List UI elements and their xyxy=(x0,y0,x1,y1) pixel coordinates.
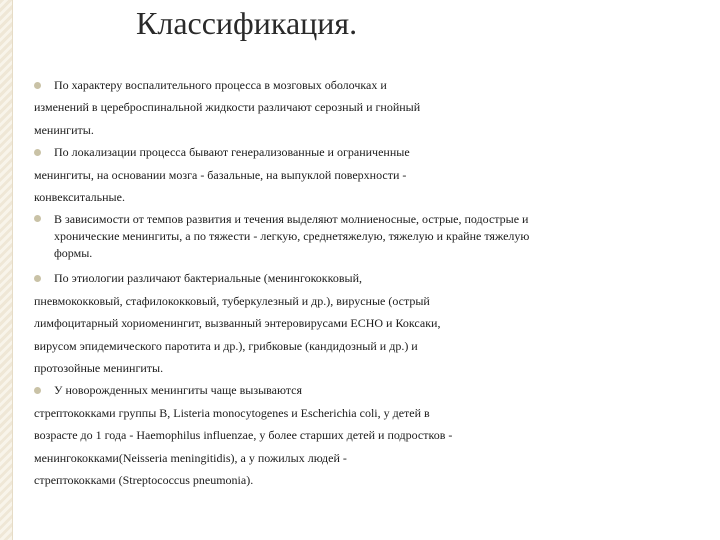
bullet-line: хронические менингиты, а по тяжести - легкую, среднетяжелую, тяжелую и крайне тяжелую xyxy=(54,229,530,244)
bullet-line: менингиты. xyxy=(34,122,94,137)
bullet-line: пневмококковый, стафилококковый, туберкулезный и др.), вирусные (острый xyxy=(34,293,430,308)
decorative-side-line xyxy=(12,0,13,540)
bullet-line: стрептококками группы В, Listeria monocytogenes и Escherichia coli, у детей в xyxy=(34,405,430,420)
bullet-item-character xyxy=(34,74,684,141)
bullet-line: По этиологии различают бактериальные (менингококковый, xyxy=(54,271,362,286)
slide-title: Классификация. xyxy=(136,5,358,41)
bullet-line: стрептококками (Streptococcus pneumonia). xyxy=(34,473,254,488)
decorative-side-band xyxy=(0,0,12,540)
bullet-line: формы. xyxy=(54,246,93,261)
bullet-item-localization xyxy=(34,141,684,208)
bullet-item-newborns xyxy=(34,379,684,491)
bullet-list xyxy=(34,74,684,492)
bullet-line: конвекситальные. xyxy=(34,190,125,205)
bullet-line: протозойные менингиты. xyxy=(34,361,164,376)
bullet-line: менингиты, на основании мозга - базальные, на выпуклой поверхности - xyxy=(34,167,407,182)
bullet-icon xyxy=(34,215,41,222)
bullet-line: лимфоцитарный хориоменингит, вызванный энтеровирусами ЕСНО и Коксаки, xyxy=(34,316,441,331)
bullet-icon xyxy=(34,82,41,89)
bullet-line: изменений в цереброспинальной жидкости различают серозный и гнойный xyxy=(34,100,421,115)
bullet-item-etiology xyxy=(34,267,684,379)
bullet-line: По локализации процесса бывают генерализованные и ограниченные xyxy=(54,145,410,160)
bullet-line: В зависимости от темпов развития и течения выделяют молниеносные, острые, подострые и xyxy=(54,212,529,227)
bullet-line: вирусом эпидемического паротита и др.), грибковые (кандидозный и др.) и xyxy=(34,338,418,353)
bullet-line: У новорожденных менингиты чаще вызываются xyxy=(54,383,303,398)
bullet-line: возрасте до 1 года - Haemophilus influenzae, у более старших детей и подростков - xyxy=(34,428,453,443)
bullet-item-course xyxy=(34,208,684,265)
bullet-line: По характеру воспалительного процесса в мозговых оболочках и xyxy=(54,78,387,92)
bullet-line: менингококками(Neisseria meningitidis), а у пожилых людей - xyxy=(34,450,347,465)
